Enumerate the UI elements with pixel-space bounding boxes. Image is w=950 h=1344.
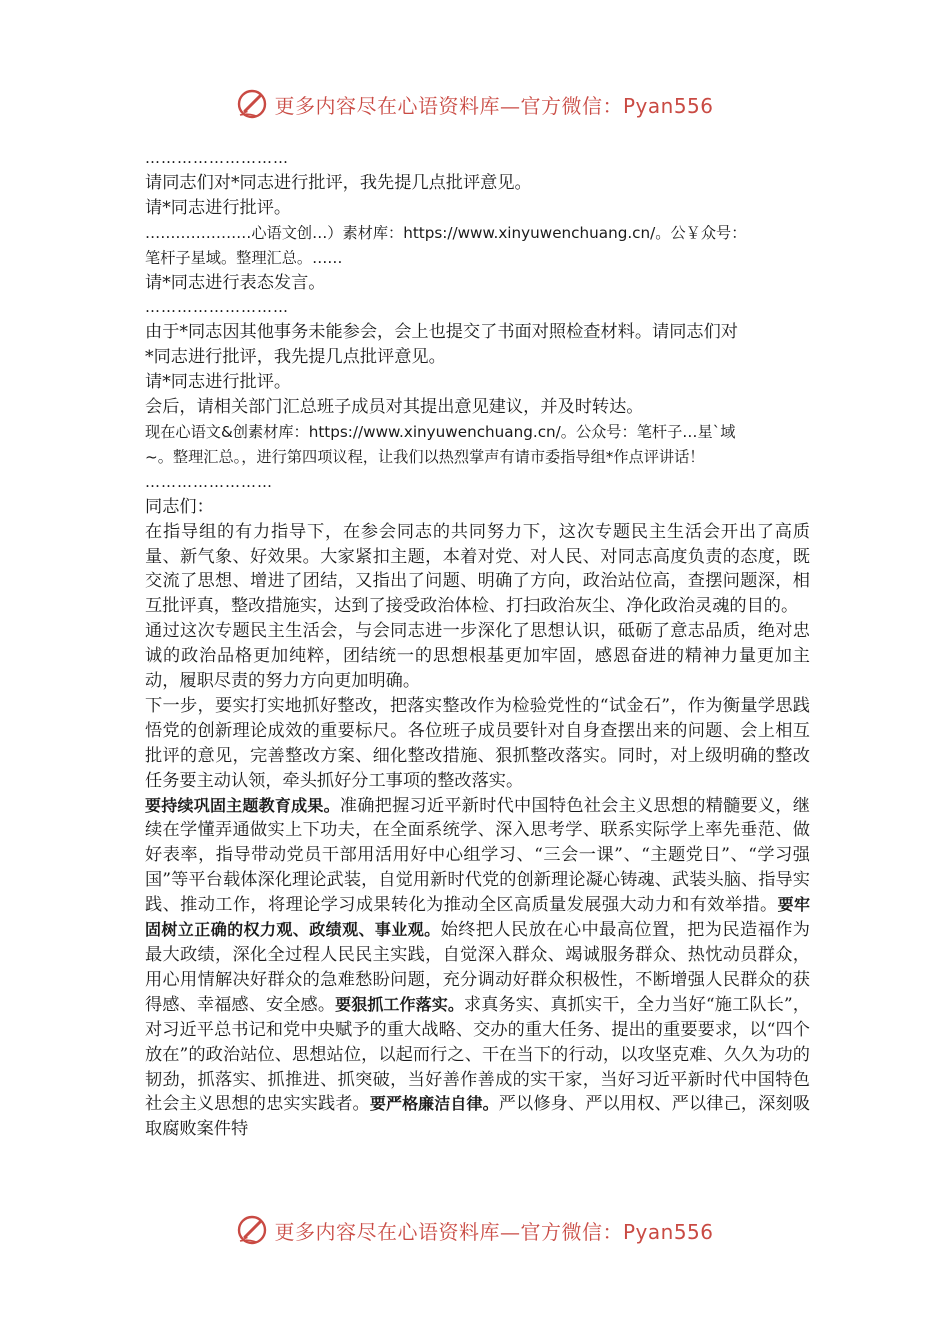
- text-line: 请*同志进行批评。: [145, 197, 292, 218]
- banner-handle: Pyan556: [622, 1219, 714, 1244]
- text-line: 请*同志进行表态发言。: [145, 272, 326, 293]
- ellipsis-line: ………………………: [145, 149, 289, 167]
- bold-heading: 要牢固树立正确的权力观、政绩观、事业观。: [145, 895, 810, 940]
- bold-heading: 要狠抓工作落实。: [335, 994, 464, 1014]
- ellipsis-line: ………………………: [145, 298, 289, 317]
- ellipsis-line: ……………………: [145, 472, 273, 491]
- bold-heading: 要持续巩固主题教育成果。: [145, 795, 340, 815]
- paragraph: 通过这次专题民主生活会，与会同志进一步深化了思想认识，砥砺了意志品质，绝对忠诚的政治品格更加纯粹，团结统一的思想根基更加牢固，感恩奋进的精神力量更加主动，履职尽责的努力方向更加明确。: [145, 621, 810, 692]
- paragraph-text: 严以修身、严以用权、严以律己，深刻吸取腐败案件特: [145, 1094, 810, 1140]
- text-line: *同志进行批评，我先提几点批评意见。: [145, 347, 446, 368]
- pen-logo-icon: [236, 1213, 270, 1247]
- pen-logo-icon: [236, 87, 270, 121]
- paragraph-text: 始终把人民放在心中最高位置，把为民造福作为最大政绩，深化全过程人民民主实践，自觉深入群众、竭诚服务群众、热忱动员群众，用心用情解决好群众的急难愁盼问题，充分调动好群众积极性，不断增强人民群众的获得感、幸福感、安全感。: [145, 920, 810, 1015]
- paragraph: 下一步，要实打实地抓好整改，把落实整改作为检验党性的“试金石”，作为衡量学思践悟党的创新理论成效的重要标尺。各位班子成员要针对自身查摆出来的问题、会上相互批评的意见，完善整改方案、细化整改措施、狠抓整改落实。同时，对上级明确的整改任务要主动认领，牵头抓好分工事项的整改落实。: [145, 695, 810, 791]
- banner-text: 更多内容尽在心语资料库—官方微信：Pyan556: [274, 1219, 714, 1244]
- text-line: 由于*同志因其他事务未能参会，会上也提交了书面对照检查材料。请同志们对: [145, 322, 738, 343]
- paragraph: [145, 794, 810, 1143]
- text-line: 请*同志进行批评。: [145, 372, 292, 393]
- greeting: 同志们：: [145, 496, 214, 517]
- header-banner: [0, 84, 950, 124]
- paragraph: 在指导组的有力指导下，在参会同志的共同努力下，这次专题民主生活会开出了高质量、新气象、好效果。大家紧扣主题，本着对党、对人民、对同志高度负责的态度，既交流了思想、增进了团结，又指出了问题、明确了方向，政治站位高，查摆问题深，相互批评真，整改措施实，达到了接受政治体检、打扫政治灰尘、净化政治灵魂的目的。: [145, 521, 810, 617]
- ad-line: 现在心语文&创素材库：https://www.xinyuwenchuang.cn/。公众号：笔杆子…星`域: [145, 422, 736, 441]
- footer-banner: [0, 1210, 950, 1250]
- banner-handle: Pyan556: [622, 93, 714, 118]
- ad-line: …………………心语文创…）素材库：https://www.xinyuwenchuang.cn/。公￥众号：: [145, 223, 747, 242]
- document-body: [145, 146, 810, 1142]
- bold-heading: 要严格廉洁自律。: [369, 1094, 499, 1114]
- ad-line: 笔杆子星域。整理汇总。……: [145, 248, 343, 267]
- paragraph-text: 求真务实、真抓实干，全力当好“施工队长”，对习近平总书记和党中央赋予的重大战略、交办的重大任务、提出的重要要求，以“四个放在”的政治站位、思想站位，以起而行之、干在当下的行动，以攻坚克难、久久为功的韧劲，抓落实、抓推进、抓突破，当好善作善成的实干家，当好习近平新时代中国特色社会主义思想的忠实实践者。: [145, 994, 810, 1115]
- text-line: 请同志们对*同志进行批评，我先提几点批评意见。: [145, 172, 532, 193]
- ad-line: ~。整理汇总。，进行第四项议程，让我们以热烈掌声有请市委指导组*作点评讲话！: [145, 447, 705, 466]
- text-line: 会后，请相关部门汇总班子成员对其提出意见建议，并及时转达。: [145, 397, 644, 418]
- banner-text: 更多内容尽在心语资料库—官方微信：Pyan556: [274, 93, 714, 118]
- paragraph-text: 准确把握习近平新时代中国特色社会主义思想的精髓要义，继续在学懂弄通做实上下功夫，在全面系统学、深入思考学、联系实际学上率先垂范、做好表率，指导带动党员干部用活用好中心组学习、“三会一课”、“主题党日”、“学习强国”等平台载体深化理论武装，自觉用新时代党的创新理论凝心铸魂、武装头脑、指导实践、推动工作，将理论学习成果转化为推动全区高质量发展强大动力和有效举措。: [145, 795, 810, 916]
